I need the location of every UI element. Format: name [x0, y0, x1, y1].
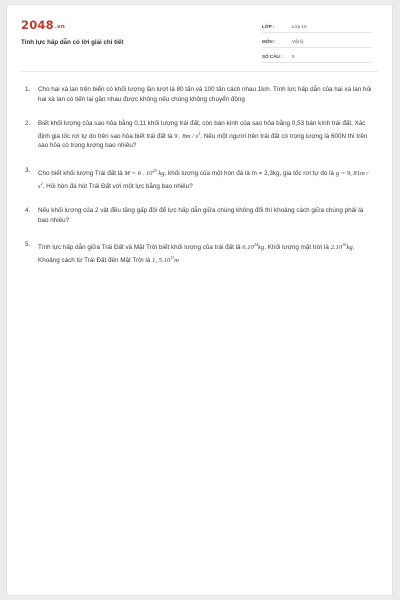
- math-unit: m: [174, 256, 179, 264]
- math-superscript: 2: [40, 180, 43, 186]
- question-text: Nếu khối lượng của 2 vật đều tăng gấp đôi để lực hấp dẫn giữa chúng không đổi thì khoảng cách giữa chúng phải là bao nhiêu?: [38, 207, 364, 224]
- meta-value: 5: [292, 54, 295, 59]
- meta-label: SỐ CÂU :: [262, 54, 283, 59]
- question-item: [25, 119, 375, 151]
- logo-main-text: 2048: [21, 18, 54, 32]
- header-divider: [21, 71, 378, 72]
- math-expression: g = 9, 81m / s: [38, 169, 369, 190]
- question-text: [38, 119, 375, 151]
- question-item: [25, 240, 375, 265]
- math-unit: kg: [258, 244, 265, 252]
- question-item: [25, 166, 375, 191]
- question-text-part: . Khối lượng mặt trời là: [264, 244, 331, 252]
- question-text-part: , khối lượng của một hòn đá là m = 2,3kg, gia tốc rơi tự do là: [164, 169, 336, 177]
- question-text-part: . Nếu một người trên trái đất có trọng lượng là 600N thì trên sao hỏa có trọng lượng bao nhiêu?: [38, 132, 368, 150]
- meta-label: MÔN :: [262, 39, 276, 44]
- math-unit: kg: [156, 169, 165, 177]
- meta-row-class: [262, 21, 372, 33]
- question-text-part: . Khoảng cách từ Trái Đất đến Mặt Trời là: [38, 244, 355, 264]
- worksheet-page: [7, 5, 392, 595]
- question-text-part: . Hỏi hòn đá hút Trái Đất với một lực bằng bao nhiêu?: [42, 182, 193, 190]
- math-expression: 9 . 8m / s: [174, 132, 199, 140]
- meta-label: LỚP :: [262, 24, 275, 29]
- question-number: 4.: [25, 207, 31, 215]
- math-expression: 1, 5.10: [152, 256, 171, 264]
- math-superscript: 11: [170, 254, 175, 260]
- question-text: Cho hai xà lan trên biển có khối lượng lần lượt là 80 tấn và 100 tấn cách nhau 1km. Tính lực hấp dẫn của hai xà lan hỏi hai xà lan có tiến lại gần nhau được không nếu chúng không chuyển động: [38, 86, 372, 103]
- question-text-part: Biết khối lượng của sao hỏa bằng 0,11 khối lượng trái đất, còn bán kính của sao hỏa bằng 0,53 bán kính trái đất. Xác định gia tốc rơi tự do trên sao hỏa biết trái đất là: [38, 120, 366, 140]
- question-text-part: Tính lực hấp dẫn giữa Trái Đất và Mặt Trời biết khối lượng của trái đất là: [38, 244, 243, 252]
- meta-row-question-count: [262, 51, 372, 63]
- question-text-part: Cho biết khối lượng Trái đất là: [38, 169, 125, 177]
- worksheet-meta: [262, 21, 372, 66]
- question-text: [38, 240, 375, 265]
- question-item: [25, 206, 375, 225]
- logo-suffix-text: .vn: [54, 24, 66, 30]
- math-superscript: 2: [198, 130, 201, 136]
- site-logo[interactable]: [21, 18, 65, 32]
- meta-value: Vật lý: [292, 39, 304, 44]
- question-number: 3.: [25, 166, 31, 174]
- question-item: [25, 85, 375, 104]
- math-expression: 6.10: [242, 244, 254, 252]
- math-expression: 2.10: [330, 244, 343, 252]
- math-unit: kg: [346, 244, 353, 252]
- meta-row-subject: [262, 36, 372, 48]
- question-list: [25, 85, 375, 266]
- question-number: 5.: [25, 241, 31, 249]
- math-superscript: 24: [253, 242, 259, 248]
- question-text: [38, 166, 375, 191]
- math-superscript: 24: [152, 167, 157, 173]
- question-number: 2.: [25, 120, 31, 128]
- question-number: 1.: [25, 86, 31, 93]
- math-superscript: 30: [342, 242, 347, 248]
- math-expression: M = 6 . 10: [124, 169, 153, 177]
- document-title: Tính lực hấp dẫn có lời giải chi tiết: [21, 39, 124, 46]
- meta-value: Lớp 10: [292, 24, 307, 29]
